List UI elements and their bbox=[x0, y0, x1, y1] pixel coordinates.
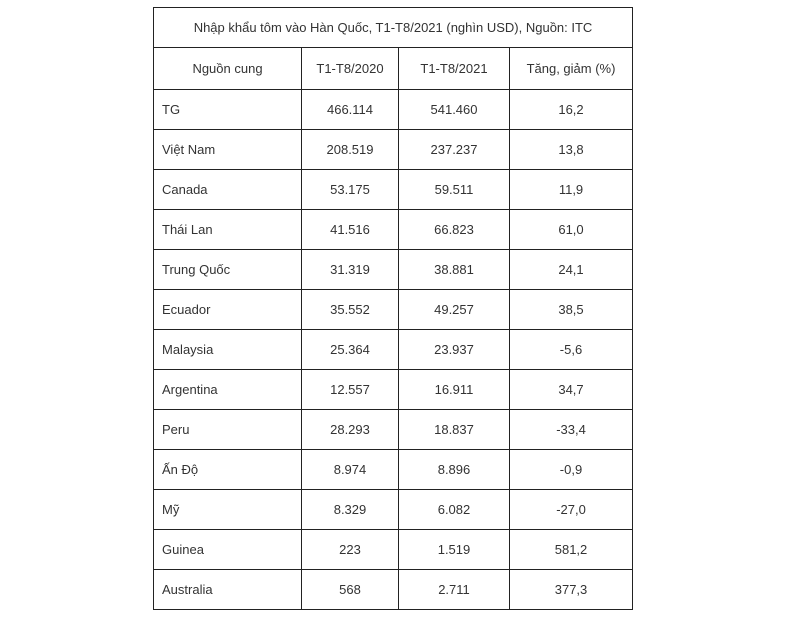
table-row bbox=[154, 450, 633, 490]
cell-source: Việt Nam bbox=[154, 130, 302, 170]
table-title-row bbox=[154, 8, 633, 48]
cell-2020: 8.974 bbox=[302, 450, 399, 490]
cell-change: -33,4 bbox=[510, 410, 633, 450]
cell-2021: 6.082 bbox=[399, 490, 510, 530]
cell-2021: 23.937 bbox=[399, 330, 510, 370]
table-row bbox=[154, 290, 633, 330]
table-row bbox=[154, 170, 633, 210]
table-row bbox=[154, 250, 633, 290]
cell-change: 581,2 bbox=[510, 530, 633, 570]
cell-2020: 223 bbox=[302, 530, 399, 570]
table-row bbox=[154, 570, 633, 610]
table-row bbox=[154, 210, 633, 250]
column-header-2020: T1-T8/2020 bbox=[302, 48, 399, 90]
cell-change: 16,2 bbox=[510, 90, 633, 130]
cell-source: TG bbox=[154, 90, 302, 130]
cell-change: 38,5 bbox=[510, 290, 633, 330]
cell-change: -0,9 bbox=[510, 450, 633, 490]
cell-2020: 208.519 bbox=[302, 130, 399, 170]
cell-2021: 66.823 bbox=[399, 210, 510, 250]
cell-change: -27,0 bbox=[510, 490, 633, 530]
cell-2020: 31.319 bbox=[302, 250, 399, 290]
cell-2021: 541.460 bbox=[399, 90, 510, 130]
table-row bbox=[154, 90, 633, 130]
table-row bbox=[154, 490, 633, 530]
table-title: Nhập khẩu tôm vào Hàn Quốc, T1-T8/2021 (nghìn USD), Nguồn: ITC bbox=[154, 8, 633, 48]
column-header-source: Nguồn cung bbox=[154, 48, 302, 90]
cell-2021: 8.896 bbox=[399, 450, 510, 490]
cell-source: Canada bbox=[154, 170, 302, 210]
cell-2020: 568 bbox=[302, 570, 399, 610]
table-row bbox=[154, 330, 633, 370]
cell-source: Mỹ bbox=[154, 490, 302, 530]
cell-change: 34,7 bbox=[510, 370, 633, 410]
cell-2020: 41.516 bbox=[302, 210, 399, 250]
cell-2021: 237.237 bbox=[399, 130, 510, 170]
cell-2020: 8.329 bbox=[302, 490, 399, 530]
cell-2020: 12.557 bbox=[302, 370, 399, 410]
cell-change: 377,3 bbox=[510, 570, 633, 610]
cell-source: Thái Lan bbox=[154, 210, 302, 250]
cell-change: 13,8 bbox=[510, 130, 633, 170]
cell-2021: 49.257 bbox=[399, 290, 510, 330]
cell-2020: 25.364 bbox=[302, 330, 399, 370]
cell-2020: 28.293 bbox=[302, 410, 399, 450]
table-row bbox=[154, 130, 633, 170]
cell-source: Ấn Độ bbox=[154, 450, 302, 490]
table-row bbox=[154, 410, 633, 450]
cell-2021: 1.519 bbox=[399, 530, 510, 570]
cell-2021: 2.711 bbox=[399, 570, 510, 610]
shrimp-import-table-container bbox=[153, 7, 632, 610]
cell-2020: 466.114 bbox=[302, 90, 399, 130]
cell-source: Malaysia bbox=[154, 330, 302, 370]
table-row bbox=[154, 530, 633, 570]
column-header-change: Tăng, giảm (%) bbox=[510, 48, 633, 90]
cell-change: -5,6 bbox=[510, 330, 633, 370]
table-header-row bbox=[154, 48, 633, 90]
cell-source: Guinea bbox=[154, 530, 302, 570]
table-row bbox=[154, 370, 633, 410]
cell-2021: 59.511 bbox=[399, 170, 510, 210]
cell-2020: 53.175 bbox=[302, 170, 399, 210]
shrimp-import-table bbox=[153, 7, 633, 610]
cell-2021: 38.881 bbox=[399, 250, 510, 290]
cell-source: Trung Quốc bbox=[154, 250, 302, 290]
cell-2021: 18.837 bbox=[399, 410, 510, 450]
cell-change: 11,9 bbox=[510, 170, 633, 210]
cell-2021: 16.911 bbox=[399, 370, 510, 410]
cell-source: Australia bbox=[154, 570, 302, 610]
table-body bbox=[154, 90, 633, 610]
cell-source: Argentina bbox=[154, 370, 302, 410]
column-header-2021: T1-T8/2021 bbox=[399, 48, 510, 90]
cell-source: Ecuador bbox=[154, 290, 302, 330]
cell-2020: 35.552 bbox=[302, 290, 399, 330]
cell-change: 61,0 bbox=[510, 210, 633, 250]
cell-change: 24,1 bbox=[510, 250, 633, 290]
cell-source: Peru bbox=[154, 410, 302, 450]
